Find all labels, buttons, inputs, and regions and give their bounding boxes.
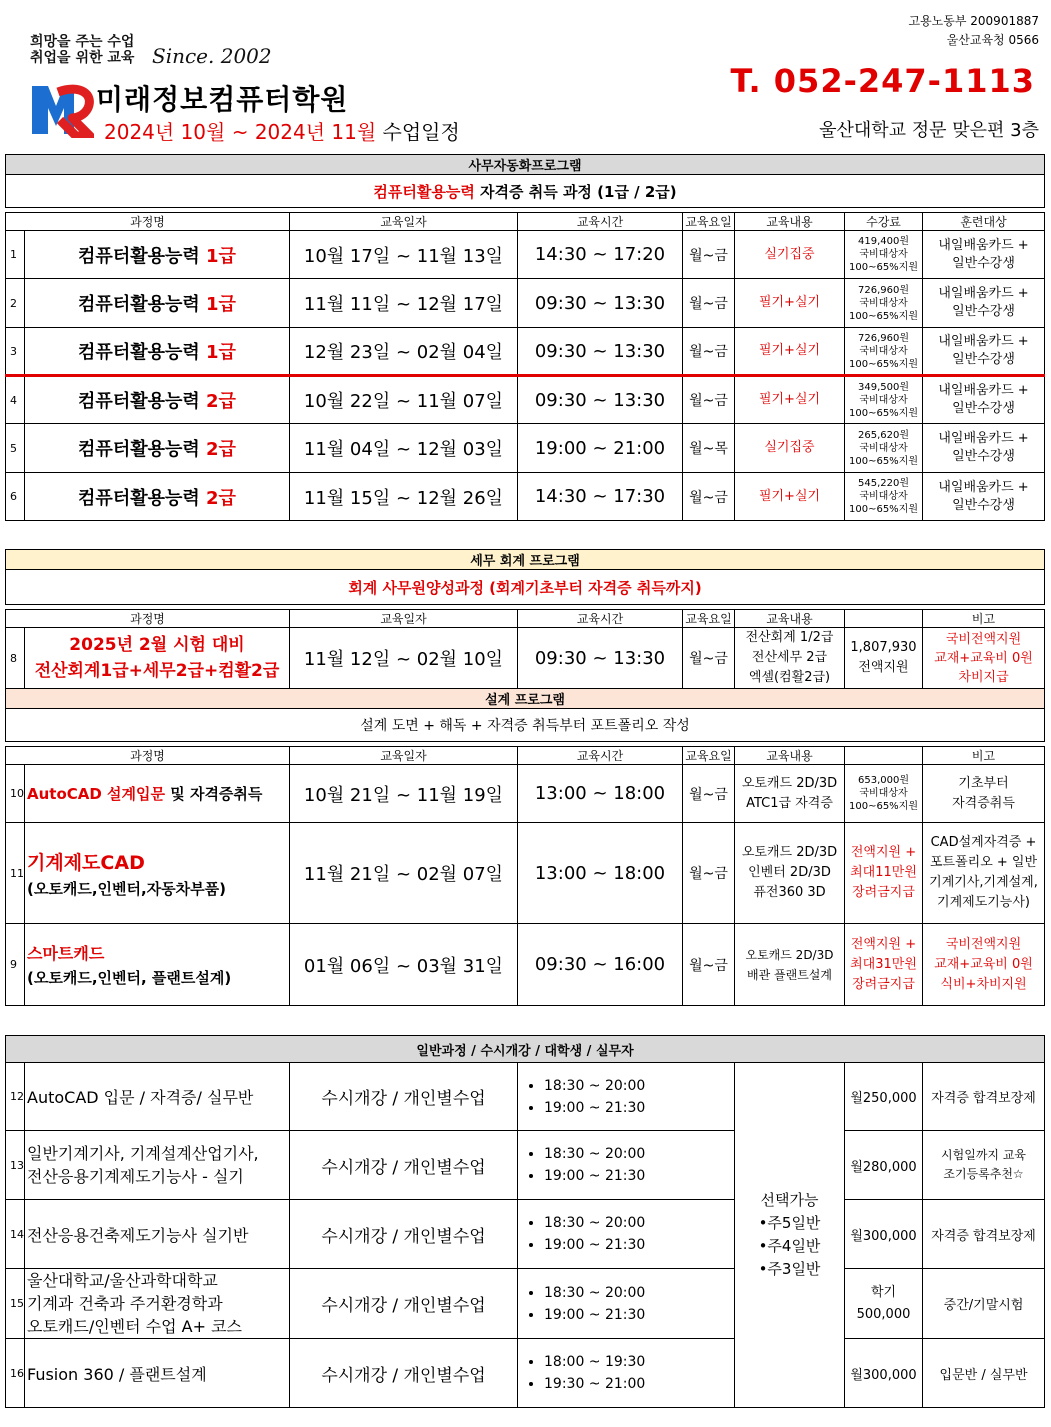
design-column-headers: 과정명 교육일자 교육시간 교육요일 교육내용 비고 bbox=[6, 747, 1045, 765]
reg-education: 울산교육청 0566 bbox=[946, 33, 1039, 47]
table-row: 9 스마트캐드 (오토캐드,인벤터, 플랜트설계) 01월 06일 ~ 03월 31일 09:30 ~ 16:00 월~금 오토캐드 2D/3D 배관 플랜트설계 전액지원 + 최대31만원 장려금지급 국비전액지원 교재+교육비 0원 식비+차비지원 bbox=[6, 924, 1045, 1006]
col-fee: 수강료 bbox=[845, 213, 923, 231]
col-date: 교육일자 bbox=[290, 213, 518, 231]
table-row: 15 울산대학교/울산과학대학교 기계과 건축과 주거환경학과 오토캐드/인벤터 수업 A+ 코스 수시개강 / 개인별수업 • 18:30 ~ 20:00 • 19:00 ~ 21:30 학기 500,000 중간/기말시험 bbox=[6, 1269, 1045, 1339]
table-row: 16 Fusion 360 / 플랜트설계 수시개강 / 개인별수업 • 18:00 ~ 19:30 • 19:30 ~ 21:00 월300,000 입문반 / 실무반 bbox=[6, 1339, 1045, 1408]
slogan-line-1: 희망을 주는 수업 bbox=[30, 34, 135, 50]
table-row: 2 컴퓨터활용능력 1급 11월 11일 ~ 12월 17일 09:30 ~ 13:30 월~금 필기+실기 726,960원 국비대상자 100~65%지원 내일배움카드 + 일반수강생 bbox=[6, 279, 1045, 328]
accounting-subtitle: 회계 사무원양성과정 (회계기초부터 자격증 취득까지) bbox=[6, 570, 1045, 605]
academy-name: 미래정보컴퓨터학원 bbox=[96, 83, 349, 116]
office-table bbox=[5, 154, 1045, 521]
choice-cell: 선택가능 •주5일반 •주4일반 •주3일반 bbox=[735, 1063, 845, 1408]
phone-number[interactable]: T. 052-247-1113 bbox=[730, 62, 1035, 100]
office-subtitle: 컴퓨터활용능력 자격증 취득 과정 (1급 / 2급) bbox=[6, 175, 1045, 208]
table-row: 3 컴퓨터활용능력 1급 12월 23일 ~ 02월 04일 09:30 ~ 13:30 월~금 필기+실기 726,960원 국비대상자 100~65%지원 내일배움카드 + 일반수강생 bbox=[6, 328, 1045, 376]
slogan bbox=[30, 34, 134, 66]
general-table bbox=[5, 1035, 1045, 1408]
table-row: 5 컴퓨터활용능력 2급 11월 04일 ~ 12월 03일 19:00 ~ 21:00 월~목 실기집중 265,620원 국비대상자 100~65%지원 내일배움카드 + 일반수강생 bbox=[6, 424, 1045, 473]
schedule-period bbox=[104, 116, 460, 145]
table-row: 4 컴퓨터활용능력 2급 10월 22일 ~ 11월 07일 09:30 ~ 13:30 월~금 필기+실기 349,500원 국비대상자 100~65%지원 내일배움카드 + 일반수강생 bbox=[6, 376, 1045, 424]
col-course: 과정명 bbox=[6, 213, 290, 231]
accounting-section-title: 세무 회계 프로그램 bbox=[6, 550, 1045, 570]
table-row: 12 AutoCAD 입문 / 자격증/ 실무반 수시개강 / 개인별수업 • 18:30 ~ 20:00 • 19:00 ~ 21:30 선택가능 •주5일반 •주4일반 •주3일반 월250,000 자격증 합격보장제 bbox=[6, 1063, 1045, 1131]
period-label: 수업일정 bbox=[382, 120, 460, 144]
office-column-headers bbox=[6, 213, 1045, 231]
office-section-title: 사무자동화프로그램 bbox=[6, 155, 1045, 175]
logo-letters: MR bbox=[28, 76, 30, 77]
table-row: 13 일반기계기사, 기계설계산업기사, 전산응용기계제도기능사 - 실기 수시개강 / 개인별수업 • 18:30 ~ 20:00 • 19:00 ~ 21:30 월280,000 시험일까지 교육 조기등록추천☆ bbox=[6, 1131, 1045, 1200]
reg-labor: 고용노동부 200901887 bbox=[908, 14, 1039, 28]
col-target: 훈련대상 bbox=[923, 213, 1045, 231]
general-section-title: 일반과정 / 수시개강 / 대학생 / 실무자 bbox=[6, 1036, 1045, 1063]
registration-info bbox=[909, 12, 1040, 50]
table-row: 14 전산응용건축제도기능사 실기반 수시개강 / 개인별수업 • 18:30 ~ 20:00 • 19:00 ~ 21:30 월300,000 자격증 합격보장제 bbox=[6, 1200, 1045, 1269]
table-row: 1 컴퓨터활용능력 1급 10월 17일 ~ 11월 13일 14:30 ~ 17:20 월~금 실기집중 419,400원 국비대상자 100~65%지원 내일배움카드 + 일반수강생 bbox=[6, 231, 1045, 279]
col-time: 교육시간 bbox=[518, 213, 683, 231]
accounting-column-headers: 과정명 교육일자 교육시간 교육요일 교육내용 비고 bbox=[6, 610, 1045, 628]
address: 울산대학교 정문 맞은편 3층 bbox=[819, 120, 1039, 141]
design-subtitle: 설계 도면 + 해독 + 자격증 취득부터 포트폴리오 작성 bbox=[6, 709, 1045, 742]
period-range: 2024년 10월 ~ 2024년 11월 bbox=[104, 120, 377, 144]
table-row: 11 기계제도CAD (오토캐드,인벤터,자동차부품) 11월 21일 ~ 02월 07일 13:00 ~ 18:00 월~금 오토캐드 2D/3D 인벤터 2D/3D 퓨전360 3D 전액지원 + 최대11만원 장려금지급 CAD설계자격증 + 포트폴리오 + 일반 기계기사,기계설계, 기계제도기능사) bbox=[6, 823, 1045, 924]
table-row: 10 AutoCAD 설계입문 및 자격증취득 10월 21일 ~ 11월 19일 13:00 ~ 18:00 월~금 오토캐드 2D/3D ATC1급 자격증 653,000원 국비대상자 100~65%지원 기초부터 자격증취득 bbox=[6, 765, 1045, 823]
col-content: 교육내용 bbox=[735, 213, 845, 231]
table-row: 8 2025년 2월 시험 대비 전산회계1급+세무2급+컴활2급 11월 12일 ~ 02월 10일 09:30 ~ 13:30 월~금 전산회계 1/2급 전산세무 2급 엑셀(컴활2급) 1,807,930 전액지원 국비전액지원 교재+교육비 0원 차비지급 bbox=[6, 628, 1045, 689]
academy-logo-icon bbox=[28, 76, 94, 138]
slogan-line-2: 취업을 위한 교육 bbox=[30, 50, 135, 66]
accounting-design-table bbox=[5, 549, 1045, 1006]
table-row: 6 컴퓨터활용능력 2급 11월 15일 ~ 12월 26일 14:30 ~ 17:30 월~금 필기+실기 545,220원 국비대상자 100~65%지원 내일배움카드 + 일반수강생 bbox=[6, 473, 1045, 521]
design-section-title: 설계 프로그램 bbox=[6, 689, 1045, 709]
col-day: 교육요일 bbox=[683, 213, 735, 231]
since-label: Since. 2002 bbox=[152, 44, 272, 68]
page-header bbox=[0, 0, 1051, 150]
